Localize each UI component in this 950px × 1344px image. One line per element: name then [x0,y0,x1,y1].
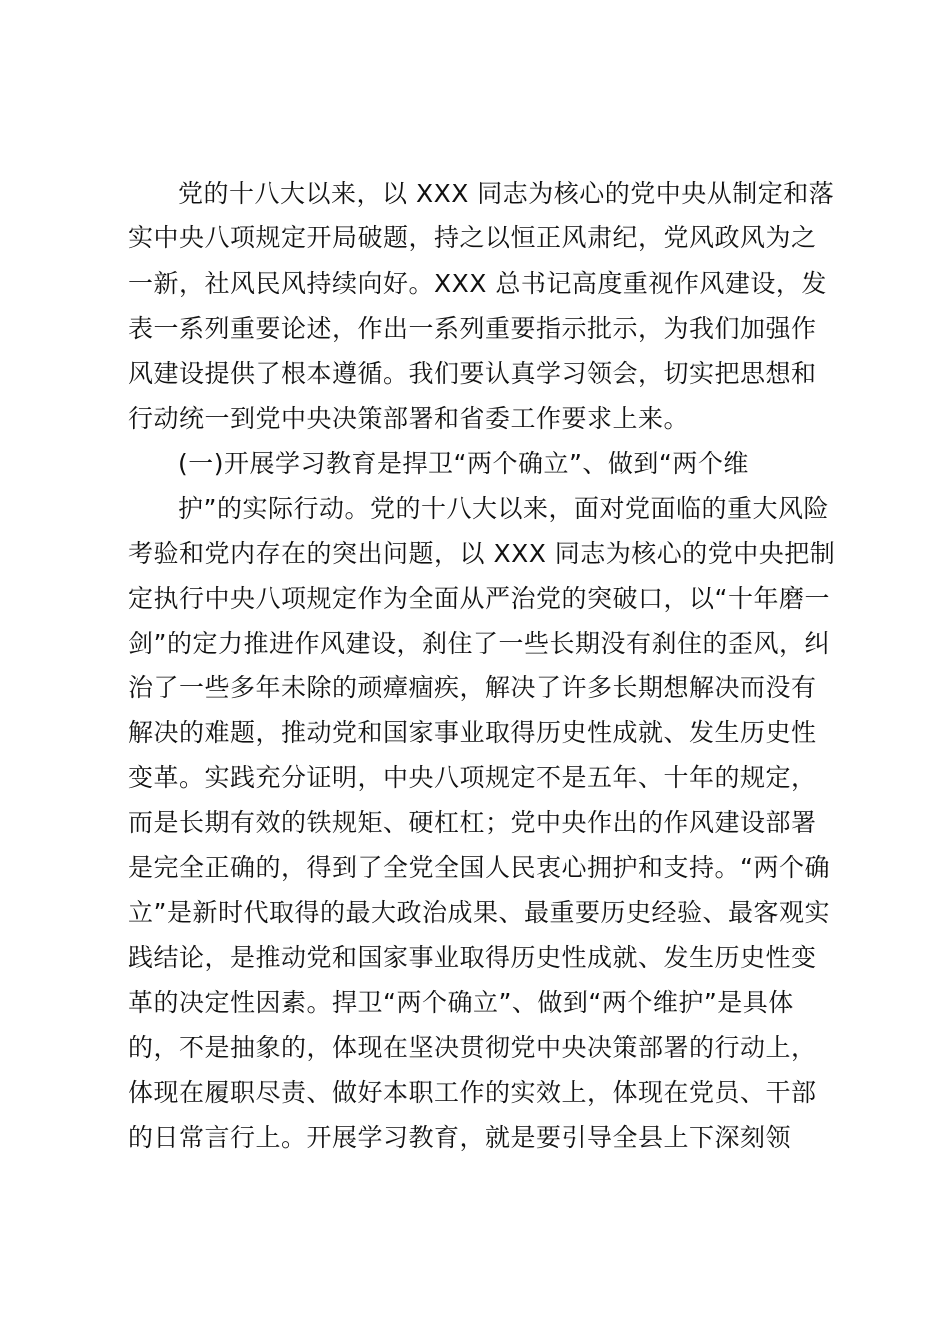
paragraph-line: 定执行中央八项规定作为全面从严治党的突破口，以“十年磨一 [128,584,830,613]
section-heading-line: (一)开展学习教育是捍卫“两个确立”、做到“两个维 [178,449,749,478]
paragraph-line: 的日常言行上。开展学习教育，就是要引导全县上下深刻领 [128,1123,792,1152]
paragraph-line: 践结论，是推动党和国家事业取得历史性成就、发生历史性变 [128,943,817,972]
paragraph-line: 党的十八大以来，以 XXX 同志为核心的党中央从制定和落 [178,179,835,208]
paragraph-line: 表一系列重要论述，作出一系列重要指示批示，为我们加强作 [128,314,817,343]
paragraph-line: 实中央八项规定开局破题，持之以恒正风肃纪，党风政风为之 [128,223,817,252]
paragraph-line: 体现在履职尽责、做好本职工作的实效上，体现在党员、干部 [128,1078,817,1107]
paragraph-line: 而是长期有效的铁规矩、硬杠杠；党中央作出的作风建设部署 [128,808,817,837]
paragraph-line: 行动统一到党中央决策部署和省委工作要求上来。 [128,404,690,433]
paragraph-line: 一新，社风民风持续向好。XXX 总书记高度重视作风建设，发 [128,269,827,298]
paragraph-line: 风建设提供了根本遵循。我们要认真学习领会，切实把思想和 [128,359,817,388]
paragraph-line: 是完全正确的，得到了全党全国人民衷心拥护和支持。“两个确 [128,853,830,882]
paragraph-line: 革的决定性因素。捍卫“两个确立”、做到“两个维护”是具体 [128,988,794,1017]
paragraph-line: 护”的实际行动。党的十八大以来，面对党面临的重大风险 [178,494,829,523]
paragraph-line: 的，不是抽象的，体现在坚决贯彻党中央决策部署的行动上， [128,1033,817,1062]
paragraph-line: 治了一些多年未除的顽瘴痼疾，解决了许多长期想解决而没有 [128,673,817,702]
paragraph-line: 剑”的定力推进作风建设，刹住了一些长期没有刹住的歪风，纠 [128,629,830,658]
paragraph-line: 变革。实践充分证明，中央八项规定不是五年、十年的规定， [128,763,817,792]
paragraph-line: 考验和党内存在的突出问题，以 XXX 同志为核心的党中央把制 [128,539,836,568]
paragraph-line: 立”是新时代取得的最大政治成果、最重要历史经验、最客观实 [128,898,830,927]
paragraph-line: 解决的难题，推动党和国家事业取得历史性成就、发生历史性 [128,718,817,747]
